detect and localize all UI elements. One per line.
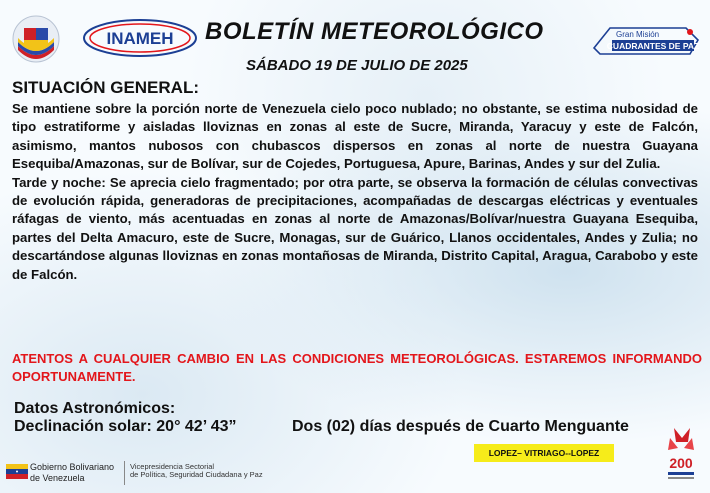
footer-divider — [124, 461, 125, 485]
gran-mision-cuadrantes-de-paz-logo — [590, 22, 702, 60]
authors-badge: LOPEZ– VITRIAGO--LOPEZ — [474, 444, 614, 462]
coat-of-arms-logo — [10, 14, 62, 64]
forecast-paragraph-morning: Se mantiene sobre la porción norte de Venezuela cielo poco nublado; no obstante, se estima nubosidad de tipo estratiforme y aisladas lloviznas en zonas al este de Sucre, Miranda, Yaracuy y este de Falcón, asimismo, mantos nubosos con chubascos dispersos en zonas al norte de nuestra Guayana Esequiba/Amazonas, sur de Bolívar, sur de Cojedes, Portuguesa, Apure, Barinas, Andes y sur del Zulia. — [12, 101, 698, 172]
venezuela-flag-icon — [6, 462, 28, 482]
solar-declination: Declinación solar: 20° 42’ 43” — [14, 418, 237, 435]
vicepresidency-line2: de Política, Seguridad Ciudadana y Paz — [130, 470, 263, 479]
government-footer-logo — [6, 460, 306, 488]
gmcp-logo-line1: Gran Misión — [616, 30, 660, 39]
section-title-general-situation: SITUACIÓN GENERAL: — [12, 78, 199, 97]
bulletin-title: BOLETÍN METEOROLÓGICO — [205, 18, 544, 45]
forecast-text — [12, 100, 698, 284]
inameh-logo — [82, 18, 198, 58]
inameh-logo-text: INAMEH — [106, 29, 174, 48]
government-name-line1: Gobierno Bolivariano — [30, 462, 115, 472]
vicepresidency-line1: Vicepresidencia Sectorial — [130, 462, 215, 471]
forecast-paragraph-afternoon-night: Tarde y noche: Se aprecia cielo fragmentado; por otra parte, se observa la formación de células convectivas de evolución rápida, generadoras de precipitaciones, acompañadas de descargas eléctricas y eventuales ráfagas de viento, más acentuadas en zonas al norte de Amazonas/Bolívar/nuestra Guayana Esequiba, partes del Delta Amacuro, este de Sucre, Monagas, sur de Guárico, Llanos occidentales, Andes y Zulia; no descartándose algunas lloviznas en zonas montañosas de Miranda, Distrito Capital, Aragua, Carabobo y este de Falcón. — [12, 174, 698, 282]
anniversary-number: 200 — [669, 455, 693, 471]
moon-phase: Dos (02) días después de Cuarto Menguante — [292, 418, 629, 435]
astronomy-title: Datos Astronómicos: — [14, 400, 176, 417]
government-name-line2: de Venezuela — [30, 473, 85, 483]
anniversary-logo — [656, 424, 706, 488]
gmcp-logo-line2: CUADRANTES DE PAZ — [606, 41, 700, 51]
alert-notice: ATENTOS A CUALQUIER CAMBIO EN LAS CONDICIONES METEOROLÓGICAS. ESTAREMOS INFORMANDO OPORTUNAMENTE. — [12, 351, 702, 384]
bulletin-date: SÁBADO 19 DE JULIO DE 2025 — [246, 57, 468, 74]
